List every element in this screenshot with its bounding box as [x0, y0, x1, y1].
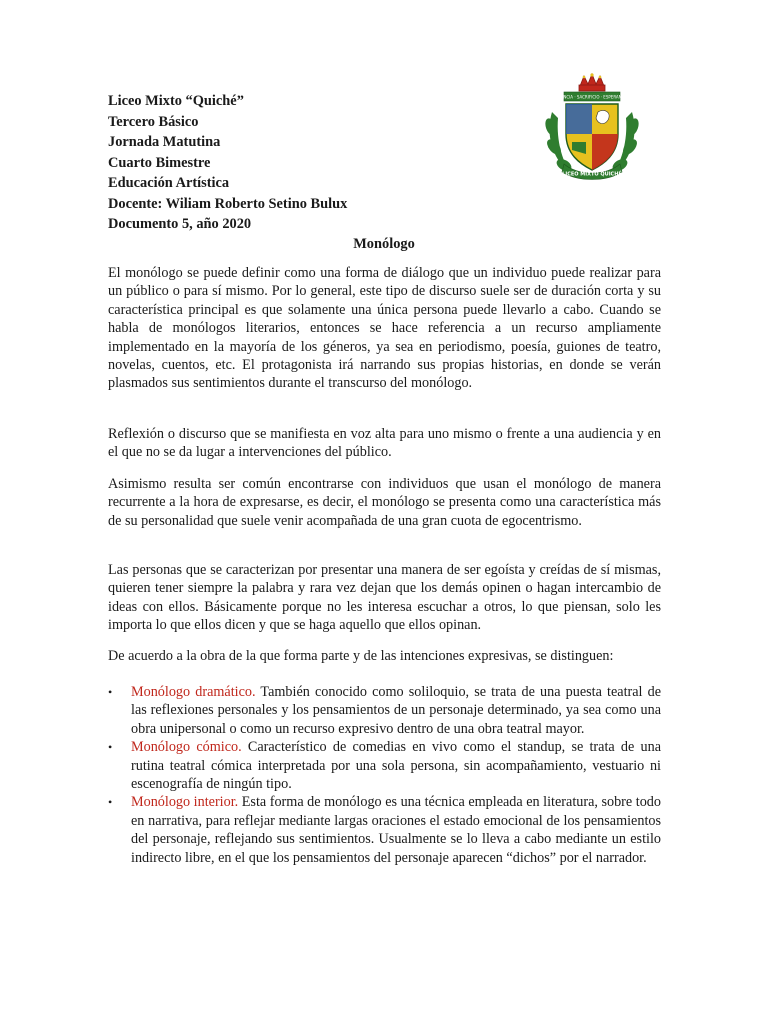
grade: Tercero Básico: [108, 113, 199, 130]
bullet-icon: •: [108, 740, 113, 755]
bullet-icon: •: [108, 795, 113, 810]
subject: Educación Artística: [108, 175, 230, 191]
bullet-icon: •: [108, 685, 113, 699]
paragraph-1: El monólogo se puede definir como una forma de diálogo que un individuo puede realizar para un público o para sí mismo. Por lo general, este tipo de discurso suele ser de duración corta y su característica principal es que solamente una única persona puede llevarlo a cabo. Cuando se habla de monólogos literarios, entonces se hace referencia a un recurso ampliamente implementado en la mayoría de los géneros, ya sea en periodismo, poesía, guiones de teatro, novelas, cuentos, etc. El protagonista irá narrando sus propias historias, en donde se verán plasmados sus sentimientos durante el transcurso del monólogo.: [108, 265, 661, 392]
document-header: [108, 91, 347, 235]
paragraph-2: Reflexión o discurso que se manifiesta en voz alta para uno mismo o frente a una audiencia y en el que no se da lugar a intervenciones del público.: [108, 426, 661, 461]
seal-top-text: CIENCIA · SACRIFICIO · ESPERANZA: [556, 94, 628, 100]
paragraph-3: Asimismo resulta ser común encontrarse con individuos que usan el monólogo de manera recurrente a la hora de expresarse, es decir, el monólogo se presenta como una característica más de su personalidad que suele venir acompañada de una gran cuota de egocentrismo.: [108, 476, 661, 529]
seal-bottom-text: LICEO MIXTO QUICHÉ: [562, 171, 622, 178]
school-seal-logo: [542, 72, 642, 184]
crown-icon: [579, 73, 605, 91]
list-item: [108, 793, 661, 867]
list-item-text: También conocido como soliloquio, se trata de una puesta teatral de las reflexiones personales y los pensamientos de un personaje determinado, ya sea como una obra unipersonal o como un recurso expresivo dentro de una obra teatral mayor.: [131, 684, 661, 737]
list-item: [108, 683, 661, 738]
document-title: Monólogo: [353, 236, 415, 252]
paragraph-5: De acuerdo a la obra de la que forma parte y de las intenciones expresivas, se distinguen:: [108, 648, 614, 664]
list-item-term: Monólogo interior.: [131, 794, 239, 811]
list-item: [108, 738, 661, 793]
list-item-text: Esta forma de monólogo es una técnica empleada en literatura, sobre todo en narrativa, para reflejar mediante largas oraciones el estado emocional de los pensamientos del personaje, reflejando sus sentimientos. Usualmente se lo lleva a cabo mediante un estilo indirecto libre, en el que los pensamientos del personaje aparecen “dichos” por el narrador.: [131, 794, 661, 866]
document-number: Documento 5, año 2020: [108, 216, 252, 232]
school-name: Liceo Mixto “Quiché”: [108, 93, 244, 109]
list-item-term: Monólogo dramático.: [131, 684, 256, 700]
term: Cuarto Bimestre: [108, 154, 211, 171]
teacher: Docente: Wiliam Roberto Setino Bulux: [108, 195, 348, 212]
monologue-types-list: [108, 683, 661, 867]
paragraph-4: Las personas que se caracterizan por presentar una manera de ser egoísta y creídas de sí mismas, quieren tener siempre la palabra y rara vez dejan que los demás opinen o hagan intercambio de ideas con ellos. Básicamente porque no les interesa escuchar a otros, lo que piensan, solo les importa lo que ellos dicen y que se haga aquello que ellos opinan.: [108, 562, 661, 634]
shift: Jornada Matutina: [108, 134, 221, 150]
list-item-term: Monólogo cómico.: [131, 739, 242, 756]
list-item-text: Característico de comedias en vivo como el standup, se trata de una rutina teatral cómica interpretada por una sola persona, sin acompañamiento, vestuario ni escenografía de ningún tipo.: [131, 739, 661, 793]
